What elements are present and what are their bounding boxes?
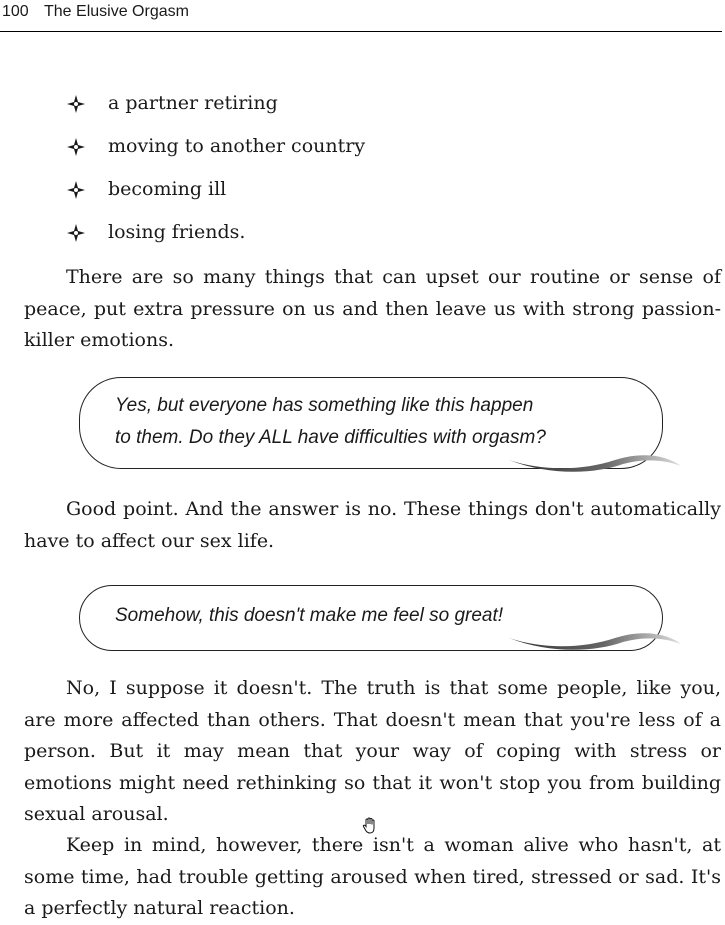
bullet-icon: [67, 224, 85, 242]
body-paragraph: No, I suppose it doesn't. The truth is that some people, like you, are more affected than others. That doesn't mean that you're less of a person. But it may mean that your way of coping with stress or emotions might need rethinking so that it won't stop you from building sexual arousal.: [24, 677, 721, 825]
book-title: The Elusive Orgasm: [44, 3, 189, 20]
bullet-icon: [67, 181, 85, 199]
body-paragraph: Good point. And the answer is no. These things don't automatically have to affect our sex life.: [24, 498, 721, 552]
bubble-text-line: Yes, but everyone has something like this happen: [115, 395, 534, 416]
bubble-text-line: Somehow, this doesn't make me feel so great!: [115, 605, 504, 626]
bullet-icon: [67, 95, 85, 113]
list-item: [0, 173, 725, 203]
bullet-text: becoming ill: [108, 178, 227, 200]
bullet-text: losing friends.: [108, 221, 246, 243]
body-paragraph: Keep in mind, however, there isn't a woman alive who hasn't, at some time, had trouble getting aroused when tired, stressed or sad. It's a perfectly natural reaction.: [24, 834, 721, 919]
list-item: [0, 87, 725, 117]
list-item: [0, 216, 725, 246]
page-number: 100: [2, 3, 29, 20]
bullet-text: a partner retiring: [108, 92, 278, 114]
body-paragraph: There are so many things that can upset our routine or sense of peace, put extra pressure on us and then leave us with strong passion-killer emotions.: [24, 266, 721, 351]
running-header: [0, 0, 722, 32]
bubble-tail-swoosh: [505, 450, 685, 476]
bullet-text: moving to another country: [108, 135, 366, 157]
hand-cursor-icon: [361, 817, 379, 835]
bullet-icon: [67, 138, 85, 156]
bubble-tail-swoosh: [505, 628, 685, 654]
list-item: [0, 130, 725, 160]
bubble-text-line: to them. Do they ALL have difficulties with orgasm?: [115, 427, 546, 448]
